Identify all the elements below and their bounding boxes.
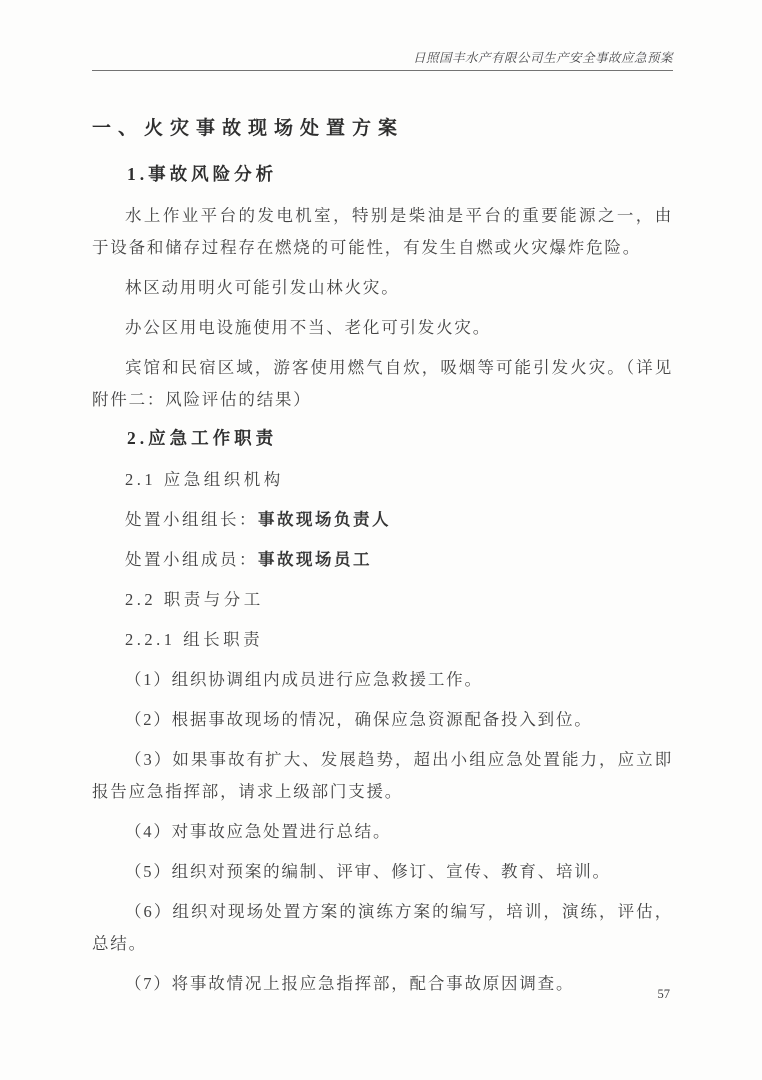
leader-duty-item: （5）组织对预案的编制、评审、修订、宣传、教育、培训。 [125,862,611,881]
leader-duty-item: （7）将事故情况上报应急指挥部，配合事故原因调查。 [125,974,575,993]
risk-paragraph: 林区动用明火可能引发山林火灾。 [125,278,400,297]
risk-paragraph: 宾馆和民宿区域，游客使用燃气自炊，吸烟等可能引发火灾。（详见附件二：风险评估的结果） [92,358,673,409]
header-doc-title: 日照国丰水产有限公司生产安全事故应急预案 [412,51,673,65]
leader-duty-item: （3）如果事故有扩大、发展趋势，超出小组应急处置能力，应立即报告应急指挥部，请求上级部门支援。 [92,750,673,801]
leader-duty-item: （4）对事故应急处置进行总结。 [125,822,392,841]
page-content [92,116,673,1008]
team-members-line [92,544,673,576]
page-header [92,50,673,71]
leader-duty-item: （2）根据事故现场的情况，确保应急资源配备投入到位。 [125,710,593,729]
team-members-value: 事故现场员工 [258,550,372,569]
risk-paragraph: 水上作业平台的发电机室，特别是柴油是平台的重要能源之一，由于设备和储存过程存在燃烧的可能性，有发生自燃或火灾爆炸危险。 [92,206,673,257]
leader-duty-item: （6）组织对现场处置方案的演练方案的编写，培训，演练，评估，总结。 [92,902,673,953]
main-title: 一、火灾事故现场处置方案 [92,118,405,139]
subsection-heading-leader-duties: 2.2.1 组长职责 [125,630,264,649]
leader-duty-item: （1）组织协调组内成员进行应急救援工作。 [125,670,483,689]
subsection-heading-org-structure: 2.1 应急组织机构 [125,470,284,489]
team-leader-value: 事故现场负责人 [258,510,391,529]
section-heading-risk-analysis: 1.事故风险分析 [127,164,278,184]
section-heading-emergency-duties: 2.应急工作职责 [127,428,278,448]
team-members-label: 处置小组成员： [125,550,258,569]
page-number: 57 [657,987,670,1001]
team-leader-line [92,504,673,536]
team-leader-label: 处置小组组长： [125,510,258,529]
subsection-heading-duty-division: 2.2 职责与分工 [125,590,264,609]
risk-paragraph: 办公区用电设施使用不当、老化可引发火灾。 [125,318,491,337]
